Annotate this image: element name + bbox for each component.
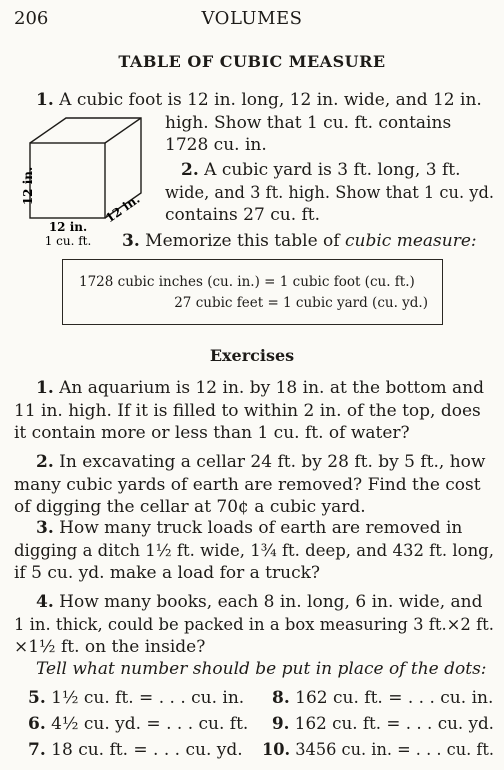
cubic-measure-table (62, 259, 443, 325)
section-title: TABLE OF CUBIC MEASURE (118, 52, 386, 71)
fill-in-text: 162 cu. ft. = . . . cu. in. (295, 688, 494, 708)
cube-diagram (10, 108, 160, 250)
cube-caption: 1 cu. ft. (44, 234, 92, 248)
fill-in-text: 1½ cu. ft. = . . . cu. in. (51, 688, 245, 708)
exercise-3-line-1 (36, 518, 462, 538)
fill-in-text: 162 cu. ft. = . . . cu. yd. (294, 714, 494, 734)
exercise-4-number: 4. (36, 592, 54, 612)
fill-in-number: 5. (28, 688, 46, 708)
problem-1-text: A cubic foot is 12 in. long, 12 in. wide, and 12 in. (59, 90, 482, 110)
exercise-3-text: How many truck loads of earth are removed in (59, 518, 463, 538)
fill-in-item (272, 688, 493, 708)
exercise-1-number: 1. (36, 378, 54, 398)
problem-1-number: 1. (36, 90, 54, 110)
problem-2-line-2: wide, and 3 ft. high. Show that 1 cu. yd. (165, 183, 494, 203)
exercise-2-line-3: of digging the cellar at 70¢ a cubic yard. (14, 497, 366, 517)
problem-1-line-3: 1728 cu. in. (165, 135, 267, 155)
problem-1-line-2: high. Show that 1 cu. ft. contains (165, 113, 452, 133)
cube-width-label: 12 in. (48, 220, 88, 234)
cube-height-label: 12 in. (21, 166, 35, 206)
exercise-2-text: In excavating a cellar 24 ft. by 28 ft. by 5 ft., how (59, 452, 486, 472)
page-number: 206 (14, 8, 49, 29)
problem-3-text: Memorize this table of (145, 231, 345, 251)
fill-in-text: 18 cu. ft. = . . . cu. yd. (51, 740, 243, 760)
fill-in-item (28, 688, 244, 708)
problem-3-italic: cubic measure: (345, 231, 477, 251)
exercise-4-line-3: ×1½ ft. on the inside? (14, 637, 206, 657)
fill-in-number: 9. (272, 714, 290, 734)
exercise-1-text: An aquarium is 12 in. by 18 in. at the bottom and (59, 378, 484, 398)
problem-2-line-3: contains 27 cu. ft. (165, 205, 321, 225)
table-row-1: 1728 cubic inches (cu. in.) = 1 cubic foot (cu. ft.) (79, 274, 415, 290)
fill-in-number: 7. (28, 740, 46, 760)
problem-1-line-1 (36, 90, 482, 110)
fill-in-number: 8. (272, 688, 290, 708)
exercise-1-line-2: 11 in. high. If it is filled to within 2 in. of the top, does (14, 401, 481, 421)
exercise-2-line-1 (36, 452, 485, 472)
exercise-4-text: How many books, each 8 in. long, 6 in. wide, and (59, 592, 483, 612)
exercise-2-line-2: many cubic yards of earth are removed? Find the cost (14, 475, 481, 495)
exercise-3-number: 3. (36, 518, 54, 538)
fill-in-instruction: Tell what number should be put in place of the dots: (36, 659, 487, 679)
fill-in-item (28, 714, 248, 734)
fill-in-text: 3456 cu. in. = . . . cu. ft. (295, 740, 494, 760)
exercise-3-line-3: if 5 cu. yd. make a load for a truck? (14, 563, 321, 583)
running-head: VOLUMES (201, 8, 303, 29)
table-row-2: 27 cubic feet = 1 cubic yard (cu. yd.) (174, 295, 428, 311)
exercise-1-line-1 (36, 378, 484, 398)
exercise-4-line-2: 1 in. thick, could be packed in a box measuring 3 ft.×2 ft. (14, 615, 494, 635)
problem-2-number: 2. (181, 160, 199, 180)
problem-3-number: 3. (122, 231, 140, 251)
fill-in-text: 4½ cu. yd. = . . . cu. ft. (51, 714, 249, 734)
fill-in-item (262, 740, 494, 760)
cube-depth-label: 12 in. (102, 191, 143, 226)
exercise-3-line-2: digging a ditch 1½ ft. wide, 1¾ ft. deep, and 432 ft. long, (14, 541, 494, 561)
problem-2-line-1 (181, 160, 460, 180)
fill-in-item (272, 714, 494, 734)
exercise-1-line-3: it contain more or less than 1 cu. ft. of water? (14, 423, 410, 443)
fill-in-item (28, 740, 243, 760)
exercises-heading: Exercises (209, 346, 295, 365)
problem-2-text: A cubic yard is 3 ft. long, 3 ft. (204, 160, 461, 180)
exercise-4-line-1 (36, 592, 482, 612)
problem-3-line (122, 231, 477, 251)
fill-in-number: 10. (262, 740, 291, 760)
exercise-2-number: 2. (36, 452, 54, 472)
fill-in-number: 6. (28, 714, 46, 734)
